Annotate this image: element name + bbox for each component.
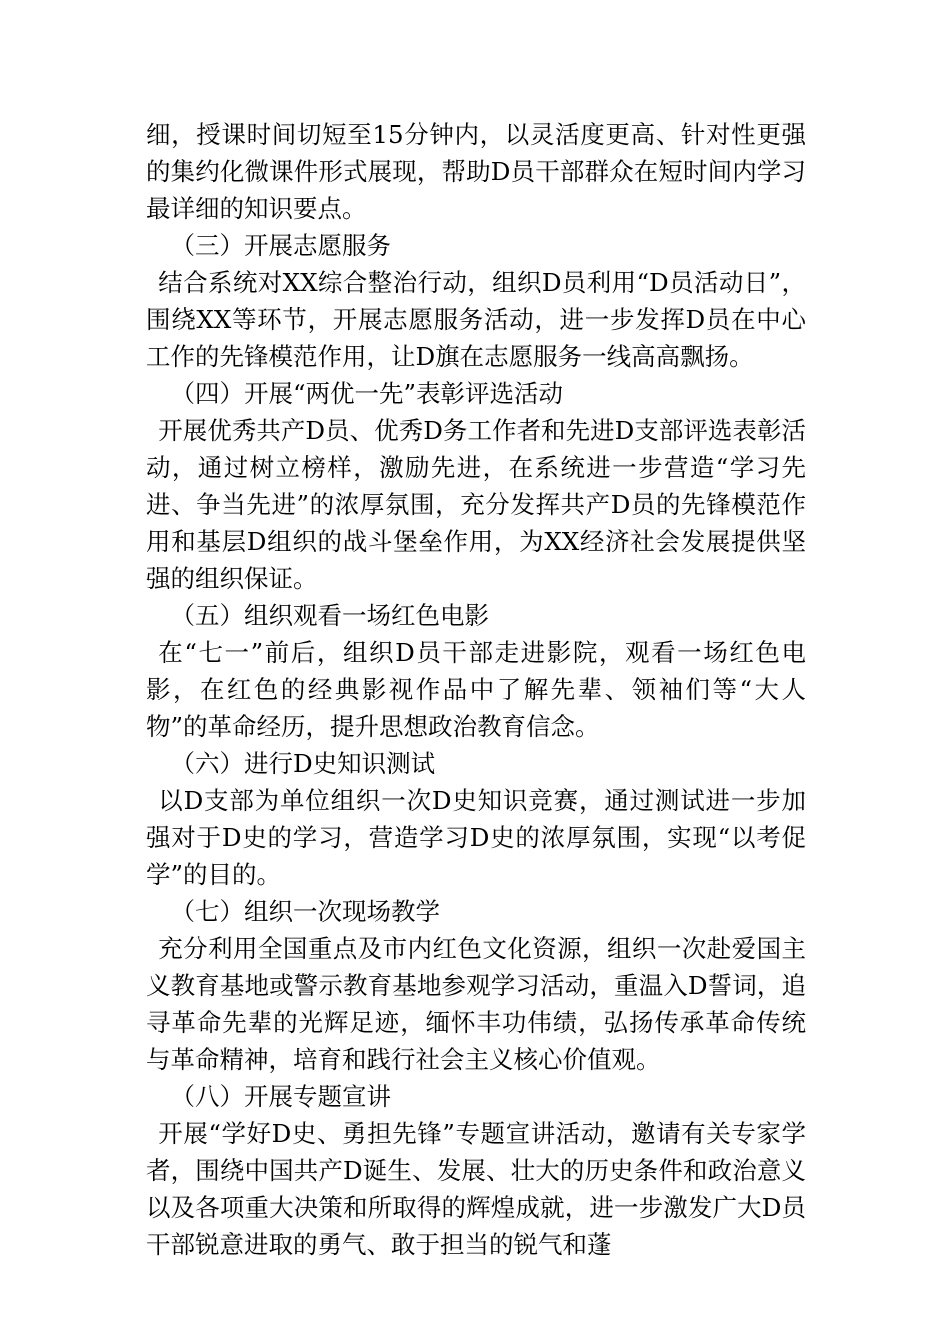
paragraph-field-teaching: 充分利用全国重点及市内红色文化资源，组织一次赴爱国主义教育基地或警示教育基地参观学习活动，重温入D誓词，追寻革命先辈的光辉足迹，缅怀丰功伟绩，弘扬传承革命传统与革命精神，培育和践行社会主义核心价值观。 (146, 934, 806, 1074)
document-page (146, 116, 806, 1263)
section-heading-5: （五）组织观看一场红色电影 (170, 601, 489, 630)
paragraph-volunteer-service: 结合系统对XX综合整治行动，组织D员利用“D员活动日”，围绕XX等环节，开展志愿服务活动，进一步发挥D员在中心工作的先锋模范作用，让D旗在志愿服务一线高高飘扬。 (146, 268, 806, 371)
section-heading-7: （七）组织一次现场教学 (170, 897, 440, 926)
section-heading-6: （六）进行D史知识测试 (170, 749, 436, 778)
section-heading-8: （八）开展专题宣讲 (170, 1082, 391, 1111)
paragraph-red-movie: 在“七一”前后，组织D员干部走进影院，观看一场红色电影，在红色的经典影视作品中了解先辈、领袖们等“大人物”的革命经历，提升思想政治教育信念。 (146, 638, 806, 741)
paragraph-special-lecture: 开展“学好D史、勇担先锋”专题宣讲活动，邀请有关专家学者，围绕中国共产D诞生、发展、壮大的历史条件和政治意义以及各项重大决策和所取得的辉煌成就，进一步激发广大D员干部锐意进取的勇气、敢于担当的锐气和蓬 (146, 1119, 806, 1259)
section-heading-3: （三）开展志愿服务 (170, 231, 391, 260)
paragraph-continued: 细，授课时间切短至15分钟内，以灵活度更高、针对性更强的集约化微课件形式展现，帮助D员干部群众在短时间内学习最详细的知识要点。 (146, 120, 806, 223)
section-heading-4: （四）开展“两优一先”表彰评选活动 (170, 379, 564, 408)
paragraph-awards: 开展优秀共产D员、优秀D务工作者和先进D支部评选表彰活动，通过树立榜样，激励先进，在系统进一步营造“学习先进、争当先进”的浓厚氛围，充分发挥共产D员的先锋模范作用和基层D组织的战斗堡垒作用，为XX经济社会发展提供坚强的组织保证。 (146, 416, 806, 593)
paragraph-history-quiz: 以D支部为单位组织一次D史知识竞赛，通过测试进一步加强对于D史的学习，营造学习D史的浓厚氛围，实现“以考促学”的目的。 (146, 786, 806, 889)
